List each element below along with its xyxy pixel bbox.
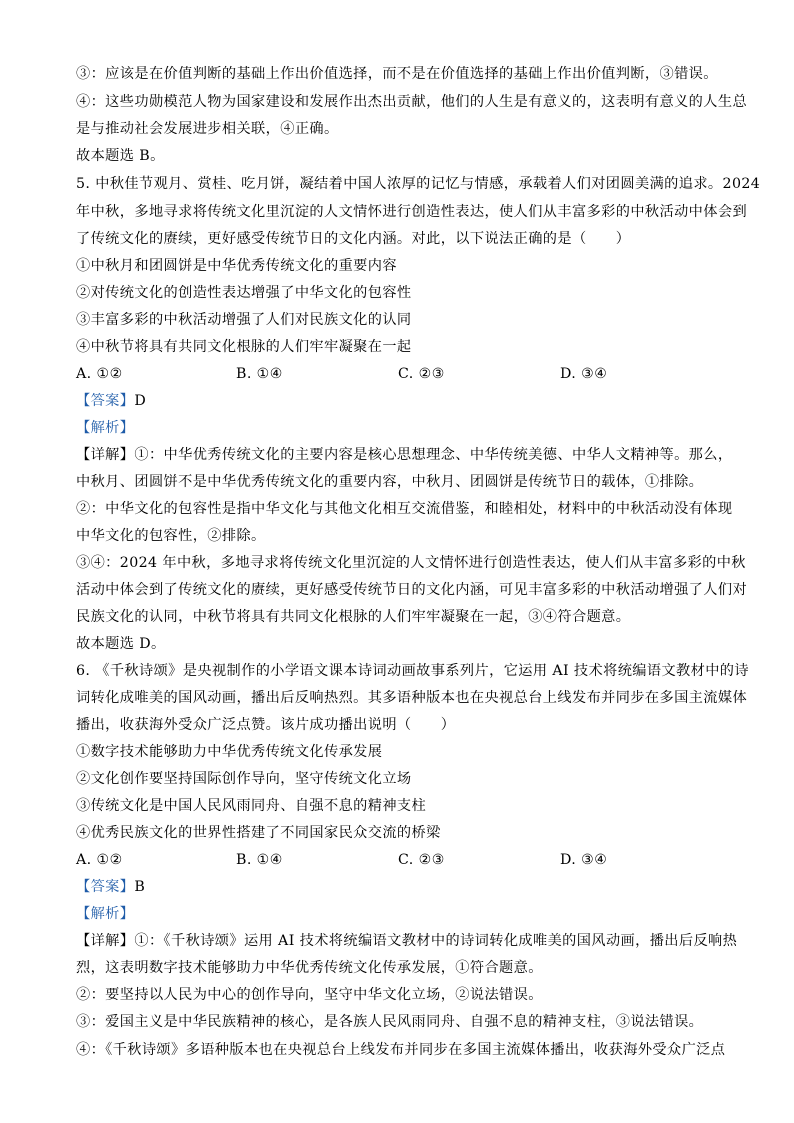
answer-tag: 【答案】 <box>76 879 135 895</box>
option-c: C. ②③ <box>398 366 445 382</box>
analysis-heading <box>76 418 134 438</box>
analysis-tag: 【解析】 <box>76 420 135 436</box>
detail-line: ②：要坚持以人民为中心的创作导向，坚守中华文化立场，②说法错误。 <box>76 987 543 1003</box>
statement-item: ①数字技术能够助力中华优秀传统文化传承发展 <box>76 744 383 760</box>
detail-line: 中华文化的包容性，②排除。 <box>76 528 266 544</box>
detail-line: 中秋月、团圆饼不是中华优秀传统文化的重要内容，中秋月、团圆饼是传统节日的载体，①排除。 <box>76 474 704 490</box>
detail-line: ②：中华文化的包容性是指中华文化与其他文化相互交流借鉴，和睦相处，材料中的中秋活动没有体现 <box>76 501 733 517</box>
detail-line <box>76 931 737 951</box>
conclusion-line: 故本题选 D。 <box>76 636 166 652</box>
answer-line <box>76 877 145 897</box>
answer-line <box>76 391 146 411</box>
answer-value: D <box>134 393 147 409</box>
detail-line <box>76 445 732 465</box>
question-stem: 年中秋，多地寻求将传统文化里沉淀的人文情怀进行创造性表达，使人们从丰富多彩的中秋活动中体会到 <box>76 204 748 220</box>
statement-item: ④优秀民族文化的世界性搭建了不同国家民众交流的桥梁 <box>76 825 441 841</box>
option-d: D. ③④ <box>560 366 608 382</box>
option-b: B. ①④ <box>236 852 283 868</box>
detail-line: ③：爱国主义是中华民族精神的核心，是各族人民风雨同舟、自强不息的精神支柱，③说法错误。 <box>76 1014 704 1030</box>
analysis-line: 是与推动社会发展进步相关联，④正确。 <box>76 121 339 137</box>
answer-tag: 【答案】 <box>76 393 135 409</box>
statement-item: ①中秋月和团圆饼是中华优秀传统文化的重要内容 <box>76 258 397 274</box>
detail-line: 民族文化的认同，中秋节将具有共同文化根脉的人们牢牢凝聚在一起，③④符合题意。 <box>76 609 631 625</box>
option-b: B. ①④ <box>236 366 283 382</box>
detail-tag: 【详解】 <box>76 933 135 949</box>
analysis-line: ④：这些功勋模范人物为国家建设和发展作出杰出贡献，他们的人生是有意义的，这表明有意义的人生总 <box>76 94 748 110</box>
detail-text: ①：中华优秀传统文化的主要内容是核心思想理念、中华传统美德、中华人文精神等。那么， <box>134 447 733 463</box>
question-stem: 6. 《千秋诗颂》是央视制作的小学语文课本诗词动画故事系列片，它运用 AI 技术将统编语文教材中的诗 <box>76 663 749 679</box>
question-stem: 了传统文化的赓续，更好感受传统节日的文化内涵。对此，以下说法正确的是（ ） <box>76 231 631 247</box>
analysis-line: ③：应该是在价值判断的基础上作出价值选择，而不是在价值选择的基础上作出价值判断，③错误。 <box>76 66 718 82</box>
answer-value: B <box>134 879 146 895</box>
conclusion-line: 故本题选 B。 <box>76 148 165 164</box>
question-stem: 播出，收获海外受众广泛点赞。该片成功播出说明（ ） <box>76 717 456 733</box>
statement-item: ③传统文化是中国人民风雨同舟、自强不息的精神支柱 <box>76 798 427 814</box>
option-a: A. ①② <box>76 366 123 382</box>
statement-item: ③丰富多彩的中秋活动增强了人们对民族文化的认同 <box>76 312 412 328</box>
question-stem: 5. 中秋佳节观月、赏桂、吃月饼，凝结着中国人浓厚的记忆与情感，承载着人们对团圆美满的追求。2024 <box>76 176 761 192</box>
question-stem: 词转化成唯美的国风动画，播出后反响热烈。其多语种版本也在央视总台上线发布并同步在多国主流媒体 <box>76 690 748 706</box>
detail-line: 烈，这表明数字技术能够助力中华优秀传统文化传承发展，①符合题意。 <box>76 960 543 976</box>
detail-tag: 【详解】 <box>76 447 135 463</box>
statement-item: ②对传统文化的创造性表达增强了中华文化的包容性 <box>76 285 412 301</box>
detail-text: ①：《千秋诗颂》运用 AI 技术将统编语文教材中的诗词转化成唯美的国风动画，播出后反响热 <box>134 933 738 949</box>
detail-line: ③④：2024 年中秋，多地寻求将传统文化里沉淀的人文情怀进行创造性表达，使人们从丰富多彩的中秋 <box>76 555 746 571</box>
statement-item: ②文化创作要坚持国际创作导向，坚守传统文化立场 <box>76 771 412 787</box>
analysis-heading <box>76 904 134 924</box>
analysis-tag: 【解析】 <box>76 906 135 922</box>
option-c: C. ②③ <box>398 852 445 868</box>
option-d: D. ③④ <box>560 852 608 868</box>
detail-line: 活动中体会到了传统文化的赓续，更好感受传统节日的文化内涵，可见丰富多彩的中秋活动增强了人们对 <box>76 582 748 598</box>
option-a: A. ①② <box>76 852 123 868</box>
detail-line: ④：《千秋诗颂》多语种版本也在央视总台上线发布并同步在多国主流媒体播出，收获海外受众广泛点 <box>76 1042 726 1058</box>
statement-item: ④中秋节将具有共同文化根脉的人们牢牢凝聚在一起 <box>76 339 412 355</box>
